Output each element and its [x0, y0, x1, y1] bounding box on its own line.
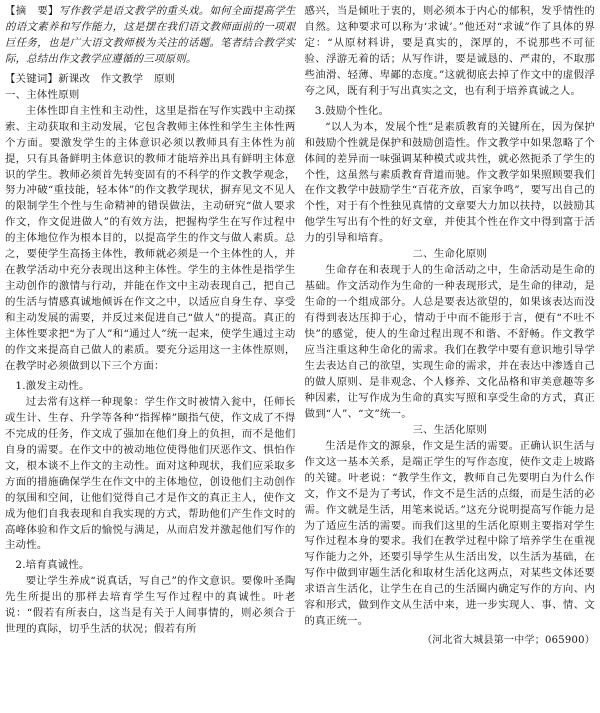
abstract-text: 写作教学是语文教学的重头戏。如何全面提高学生的语文素养和写作能力，这是摆在我们语文教师面前的一项艰巨任务，也是广大语文教师极为关注的话题。笔者结合教学实际，总结出作文教学应遵循的三项原则。 [5, 5, 296, 65]
subheading-sincerity: 2.培育真诚性。 [15, 559, 90, 572]
section-heading-subjectivity: 一、主体性原则 [5, 88, 80, 101]
keywords-label: 【关键词】 [5, 72, 59, 85]
paragraph: 要让学生养成“说真话，写自己”的作文意识。要像叶圣陶先生所提出的那样去培育学生写作过程中的真诚性。叶老说：“假若有所表白，这当是有关于人间事情的，则必须合于世理的真际，切乎生活的状况；假若有所 [5, 575, 296, 636]
abstract-label: 【摘 要】 [5, 5, 59, 17]
paragraph: “以人为本，发展个性”是素质教育的关键所在，因为保护和鼓励个性就是保护和鼓励创造性。作文教学中如果忽略了个体间的差异而一味强调某种模式或共性，就必然扼杀了学生的个性，这虽然与素质教育背道而驰。作文教学如果照顾要我们在作文教学中鼓励学生“百花齐放，百家争鸣”，要写出自己的个性，对于有个性独见真情的文章要大力加以扶持，以鼓励其他学生写出有个性的好文章，并使其个性在作文中得到富于活力的引导和培育。 [304, 120, 595, 245]
author-affiliation: （河北省大城县第一中学；065900） [422, 635, 595, 647]
abstract [5, 4, 296, 68]
left-column [5, 4, 296, 709]
right-column [305, 4, 596, 709]
paragraph: 感兴，当是倾吐于衷的，则必须本于内心的郁积，发乎情性的自然。这种要求可以称为‘求诚’。”他还对“求诚”作了具体的界定：“从原材料讲，要是真实的，深厚的，不说那些不可征验、浮游无着的话；从写作讲，要是诚恳的、严肃的，不取那些油滑、轻薄、卑鄙的态度。”这就彻底去掉了作文中的虚假浮夸之风，既有利于写出真实之文，也有利于培养真诚之人。 [304, 5, 595, 97]
paragraph: 生命存在和表现于人的生命活动之中，生命活动是生命的基础。作文活动作为生命的一种表现形式，是生命的律动，是生命的一个组成部分。人总是要表达欲望的，如果该表达而没有得到表达压抑于心，情动于中而不能形于言，便有“不吐不快”的感觉，使人的生命过程出现不和谐、不舒畅。作文教学应当注重这种生命化的需求。我们在教学中要有意识地引导学生去表达自己的欲望，实现生命的需求，并在表达中渗透自己的做人原则、是非观念、个人修养、文化品格和审美意趣等多种因素，让写作成为生命的真实写照和享受生命的方式，真正做到“人”、“文”统一。 [304, 264, 595, 420]
keywords [5, 72, 296, 88]
section-heading-life: 二、生命化原则 [412, 248, 487, 261]
keywords-text: 新课改 作文教学 原则 [58, 72, 176, 85]
paragraph: 过去常有这样一种现象：学生作文时被情入瓮中，任师长或生计、生存、升学等各种“指挥棒”颐指气使，作文成了不得不完成的任务，作文成了强加在他们身上的负担，而不是他们自身的需要。在作文中的被动地位使得他们厌恶作文、惧怕作文，根本谈不上作文的主动性。面对这种现状，我们应采取多方面的措施确保学生在作文中的主体地位，创设他们主动创作的氛围和空间，让他们觉得自己才是作文的真正主人，使作文成为他们自我表现和自我实现的方式，帮助他们产生作文时的高峰体验和作文后的愉悦与满足，从而启发并激起他们写作的主动性。 [5, 395, 296, 552]
paragraph: 主体性即自主性和主动性，这里是指在写作实践中主动探索、主动获取和主动发展，它包含教师主体性和学生主体性两个方面。要激发学生的主体意识必须以教师具有主体性为前提，只有具备鲜明主体意识的教师才能培养出具有鲜明主体意识的学生。教师必须首先转变固有的不科学的作文教学观念，努力冲破“重技能，轻本体”的作文教学现状，摒弃见文不见人的限制学生个性与生命精神的错误做法，主动研究“做人要求作文，作文促进做人”的有效方法，把握构学生在写作过程中的主体地位作为根本目的，以提高学生的作文与做人素质。总之，要使学生高扬主体性，教师就必须是一个主体性的人，并在教学活动中充分表现出这种主体性。学生的主体性是指学生主动创作的激情与行动，并能在作文中主动表现自己，把自己的生活与情感真诚地倾诉在作文之中，以适应自身生存、享受和主动发展的需要，并反过来促进自己“做人”的提高。真正的主体性要求把“为了人”和“通过人”统一起来，使学生通过主动的作文来提高自己做人的素质。要充分运用这一主体性原则，在教学时必须做到以下三个方面： [5, 104, 296, 372]
subheading-individuality: 3.鼓励个性化。 [314, 104, 390, 117]
subheading-initiative: 1.激发主动性。 [15, 379, 90, 392]
paragraph: 生活是作文的源泉，作文是生活的需要。正确认识生活与作文这一基本关系，是端正学生的写作态度，使作文走上坡路的关键。叶老说：“教学生作文，教师自己先要明白为什么作文，作文不是为了考试，作文不是生活的点缀，而是生活的必需。作文就是生活，用笔来说话。”这充分说明提高写作能力是为了适应生活的需要。而我们这里的生活化原则主要指对学生写作过程本身的要求。我们在教学过程中除了培养学生在重视写作能力之外，还要引导学生从生活出发，以生活为基础，在写作中做到审题生活化和取材生活化这两点，对某些文体还要求语言生活化，让学生在自己的生活圈内确定写作的方向、内容和形式，做到作文从生活中来，进一步实现人、事、情、文的真正统一。 [304, 439, 595, 628]
section-heading-living: 三、生活化原则 [412, 423, 487, 436]
